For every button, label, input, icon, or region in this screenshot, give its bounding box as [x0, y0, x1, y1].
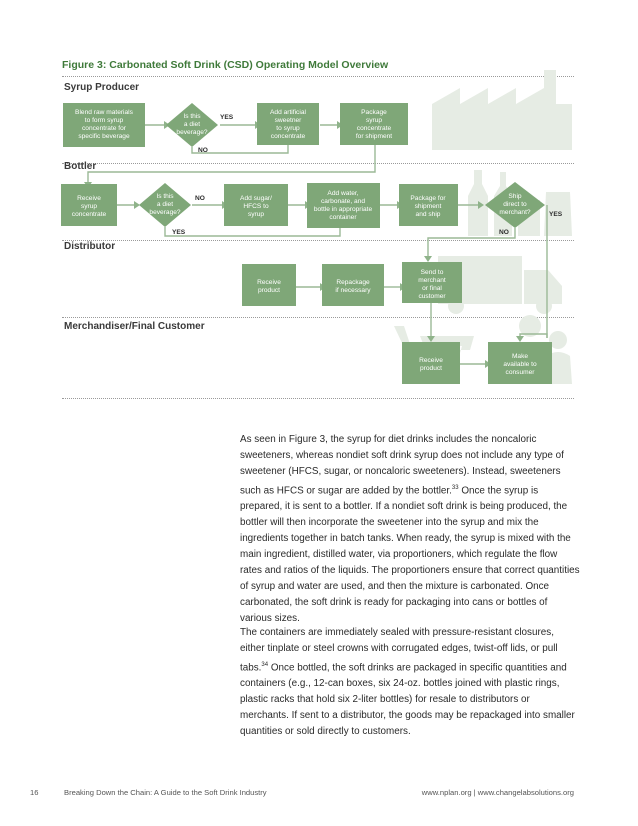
node-line: if necessary: [335, 287, 371, 294]
node-line: beverage?: [149, 209, 181, 216]
node-line: Package for: [410, 195, 446, 202]
yes-label: YES: [549, 211, 563, 218]
node-line: product: [420, 365, 442, 372]
node-line: or final: [422, 285, 442, 292]
node-add-water-carbonate: [307, 183, 380, 228]
node-line: beverage?: [176, 129, 208, 136]
decision-diet-beverage-2: [139, 183, 191, 227]
node-line: customer: [418, 293, 446, 300]
decision-diet-beverage-1: [166, 103, 218, 147]
node-line: Add water,: [327, 190, 359, 197]
node-line: Package: [361, 109, 387, 116]
node-line: product: [258, 287, 280, 294]
node-line: Receive: [77, 195, 101, 202]
node-line: merchant: [418, 277, 446, 284]
footnote-ref: 34: [261, 662, 269, 668]
node-line: Ship: [508, 193, 522, 200]
node-line: concentrate: [356, 125, 392, 132]
node-receive-product-merchant: [402, 342, 460, 384]
node-package-syrup: [340, 103, 408, 145]
node-receive-syrup: [61, 184, 117, 226]
factory-silhouette-icon: [432, 70, 572, 150]
node-line: bottle in appropriate: [313, 206, 373, 213]
arrowheads: [84, 121, 524, 368]
lane-label-distributor: Distributor: [64, 241, 116, 252]
yes-label: YES: [172, 229, 186, 236]
node-line: specific beverage: [78, 133, 130, 140]
body-text-run: Once the syrup is prepared, it is sent to a bottler. If a nondiet soft drink is being produced, the bottler will then incorporate the sweetener into the syrup and mix the ingredients together in batch tanks. When ready, the syrup is mixed with the main ingredient, distilled water, via proportioners, which regulate the flow rates and ratios of the liquids. The proportioners ensure that correct quantities of syrup and water are used, and then the mixture is carbonated. Once carbonated, the soft drink is ready for packaging into cans or bottles of various sizes.: [240, 485, 580, 625]
node-line: HFCS to: [243, 203, 269, 210]
node-line: to form syrup: [84, 117, 124, 124]
node-line: syrup: [247, 211, 265, 218]
footer-title: Breaking Down the Chain: A Guide to the Soft Drink Industry: [64, 788, 267, 797]
node-line: Repackage: [336, 279, 370, 286]
node-line: concentrate: [71, 211, 107, 218]
yes-label: YES: [220, 114, 234, 121]
node-line: sweetner: [274, 117, 302, 124]
node-line: direct to: [503, 201, 527, 208]
node-line: Make: [511, 353, 529, 360]
node-line: Blend raw materials: [75, 109, 133, 116]
node-receive-product-distributor: [242, 264, 296, 306]
node-package-for-shipment: [399, 184, 458, 226]
node-line: merchant?: [499, 209, 531, 216]
node-line: Add sugar/: [240, 195, 272, 202]
node-line: carbonate, and: [321, 198, 365, 205]
node-line: concentrate: [270, 133, 306, 140]
lane-label-merchandiser: Merchandiser/Final Customer: [64, 321, 205, 332]
node-line: Is this: [156, 193, 174, 200]
node-line: Send to: [420, 269, 444, 276]
no-label: NO: [198, 147, 208, 154]
no-label: NO: [499, 229, 509, 236]
node-line: syrup: [365, 117, 383, 124]
page-number: 16: [30, 788, 39, 797]
body-text-run: The containers are immediately sealed with pressure-resistant closures, either tinplate or steel crowns with corrugated edges, twist-off lids, or pull tabs.: [240, 627, 558, 674]
figure-title: Figure 3: Carbonated Soft Drink (CSD) Operating Model Overview: [62, 59, 389, 71]
flowchart: [0, 0, 638, 410]
node-line: consumer: [505, 369, 535, 376]
lane-label-bottler: Bottler: [64, 161, 97, 172]
node-line: available to: [503, 361, 537, 368]
node-repackage: [322, 264, 384, 306]
connectors: [88, 125, 547, 364]
body-text-run: As seen in Figure 3, the syrup for diet drinks includes the noncaloric sweeteners, whereas nondiet soft drink syrup does not include any type of sweetener (HFCS, sugar, or noncaloric sweeteners). Instead, sweeteners such as HFCS or sugar are added by the bottler.: [240, 434, 564, 497]
no-label: NO: [195, 195, 205, 202]
node-line: Add artificial: [270, 109, 306, 116]
body-paragraph-1: [240, 432, 580, 627]
node-line: to syrup: [276, 125, 300, 132]
lane-label-syrup-producer: Syrup Producer: [64, 82, 140, 93]
node-line: Receive: [257, 279, 281, 286]
node-line: a diet: [156, 201, 174, 208]
node-send-to-merchant: [402, 262, 462, 303]
footnote-ref: 33: [451, 485, 459, 491]
node-line: Is this: [183, 113, 201, 120]
node-line: syrup: [80, 203, 98, 210]
node-line: concentrate for: [82, 125, 126, 132]
node-line: and ship: [415, 211, 441, 218]
node-line: for shipment: [355, 133, 393, 140]
node-blend-raw-materials: [63, 103, 145, 147]
node-line: a diet: [183, 121, 201, 128]
footer-links: www.nplan.org | www.changelabsolutions.org: [421, 788, 574, 797]
node-make-available: [488, 342, 552, 384]
node-line: container: [329, 214, 357, 221]
node-add-artificial-sweetener: [257, 103, 319, 145]
body-paragraph-2: [240, 625, 580, 740]
body-text-run: Once bottled, the soft drinks are packaged in specific quantities and containers (e.g., 12-can boxes, six 24-oz. bottles joined with plastic rings, plastic racks that hold six 2-liter bottles) for resale to distributors or merchants. If sent to a distributor, the goods may be repackaged into smaller quantities or sold directly to customers.: [240, 662, 575, 738]
node-add-sugar-hfcs: [224, 184, 288, 226]
node-line: shipment: [414, 203, 442, 210]
node-line: Receive: [419, 357, 443, 364]
